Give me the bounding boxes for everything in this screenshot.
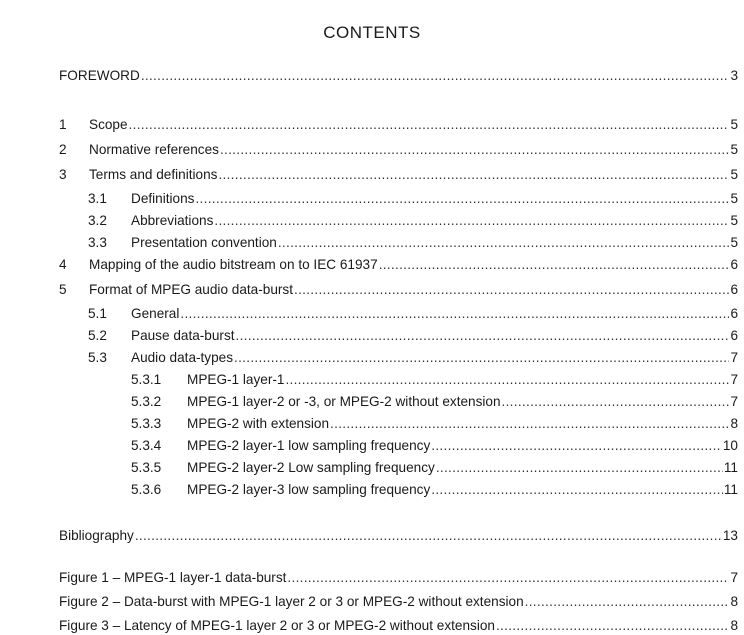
toc-entry[interactable] xyxy=(59,569,738,587)
toc-entry[interactable] xyxy=(131,393,738,411)
toc-entry-label: Format of MPEG audio data-burst xyxy=(89,282,293,297)
toc-entry-label: Figure 1 – MPEG-1 layer-1 data-burst xyxy=(59,570,287,585)
toc-entry-page: 8 xyxy=(730,416,738,431)
toc-dot-leader xyxy=(496,617,729,635)
toc-entry-page: 6 xyxy=(730,306,738,321)
toc-entry-label: Mapping of the audio bitstream on to IEC 61937 xyxy=(89,257,378,272)
toc-entry-label: Bibliography xyxy=(59,528,134,543)
toc-dot-leader xyxy=(234,349,729,367)
toc-dot-leader xyxy=(431,437,722,455)
toc-dot-leader xyxy=(218,166,729,184)
toc-dot-leader xyxy=(436,459,723,477)
toc-entry-page: 7 xyxy=(730,394,738,409)
toc-entry-label: Terms and definitions xyxy=(89,167,218,182)
toc-entry-number: 4 xyxy=(59,257,67,272)
toc-entry-page: 11 xyxy=(723,482,738,497)
toc-entry-label: Scope xyxy=(89,117,128,132)
toc-dot-leader xyxy=(431,481,723,499)
toc-entry[interactable] xyxy=(59,141,738,159)
toc-dot-leader xyxy=(195,190,729,208)
toc-entry-page: 5 xyxy=(730,213,738,228)
toc-entry-page: 5 xyxy=(730,167,738,182)
toc-entry-number: 3.2 xyxy=(88,213,107,228)
toc-dot-leader xyxy=(129,116,730,134)
toc-entry-page: 13 xyxy=(722,528,738,543)
toc-entry-number: 1 xyxy=(59,117,67,132)
toc-entry-number: 5.3.5 xyxy=(131,460,162,475)
toc-entry[interactable] xyxy=(88,327,738,345)
toc-entry-page: 6 xyxy=(730,257,738,272)
toc-entry-label: MPEG-2 with extension xyxy=(187,416,330,431)
toc-entry-number: 5.3.3 xyxy=(131,416,162,431)
toc-entry-number: 2 xyxy=(59,142,67,157)
toc-entry[interactable] xyxy=(131,371,738,389)
toc-entry-number: 3.1 xyxy=(88,191,107,206)
toc-entry-number: 5.3.2 xyxy=(131,394,162,409)
toc-entry-page: 6 xyxy=(730,282,738,297)
toc-entry[interactable] xyxy=(59,593,738,611)
toc-entry-label: General xyxy=(131,306,180,321)
toc-entry-number: 5 xyxy=(59,282,67,297)
toc-entry-number: 5.3.4 xyxy=(131,438,162,453)
toc-entry-label: MPEG-2 layer-3 low sampling frequency xyxy=(187,482,431,497)
toc-entry-page: 10 xyxy=(722,438,738,453)
toc-entry-page: 8 xyxy=(730,594,738,609)
toc-entry[interactable] xyxy=(59,256,738,274)
toc-entry-number: 5.2 xyxy=(88,328,107,343)
toc-entry-label: MPEG-1 layer-1 xyxy=(187,372,285,387)
toc-entry[interactable] xyxy=(88,349,738,367)
toc-dot-leader xyxy=(502,393,730,411)
toc-entry-label: Figure 3 – Latency of MPEG-1 layer 2 or 3 or MPEG-2 without extension xyxy=(59,618,495,633)
toc-entry[interactable] xyxy=(59,617,738,635)
toc-dot-leader xyxy=(214,212,729,230)
toc-entry-label: MPEG-2 layer-2 Low sampling frequency xyxy=(187,460,435,475)
toc-entry[interactable] xyxy=(59,281,738,299)
toc-dot-leader xyxy=(525,593,730,611)
toc-entry-number: 3.3 xyxy=(88,235,107,250)
toc-entry-label: MPEG-2 layer-1 low sampling frequency xyxy=(187,438,431,453)
toc-entry[interactable] xyxy=(59,166,738,184)
toc-entry-label: Presentation convention xyxy=(131,235,277,250)
toc-entry-number: 3 xyxy=(59,167,67,182)
toc-entry-page: 7 xyxy=(730,372,738,387)
toc-entry[interactable] xyxy=(59,116,738,134)
toc-entry[interactable] xyxy=(88,212,738,230)
toc-entry[interactable] xyxy=(131,481,738,499)
toc-dot-leader xyxy=(220,141,729,159)
toc-entry[interactable] xyxy=(131,459,738,477)
toc-entry-label: MPEG-1 layer-2 or -3, or MPEG-2 without extension xyxy=(187,394,501,409)
toc-entry-label: Normative references xyxy=(89,142,219,157)
toc-entry-label: Figure 2 – Data-burst with MPEG-1 layer 2 or 3 or MPEG-2 without extension xyxy=(59,594,524,609)
toc-entry-page: 5 xyxy=(730,235,738,250)
toc-dot-leader xyxy=(135,527,722,545)
toc-entry[interactable] xyxy=(131,437,738,455)
toc-entry-label: Audio data-types xyxy=(131,350,234,365)
toc-dot-leader xyxy=(236,327,730,345)
toc-entry[interactable] xyxy=(88,234,738,252)
toc-entry[interactable] xyxy=(59,67,738,85)
toc-entry-number: 5.3.6 xyxy=(131,482,162,497)
toc-dot-leader xyxy=(141,67,730,85)
toc-dot-leader xyxy=(379,256,730,274)
toc-entry-page: 7 xyxy=(730,570,738,585)
toc-entry-label: Definitions xyxy=(131,191,195,206)
toc-entry-page: 5 xyxy=(730,191,738,206)
toc-dot-leader xyxy=(285,371,729,389)
toc-entry[interactable] xyxy=(131,415,738,433)
toc-entry-label: Pause data-burst xyxy=(131,328,235,343)
toc-entry-page: 11 xyxy=(723,460,738,475)
toc-entry-page: 7 xyxy=(730,350,738,365)
toc-entry-page: 5 xyxy=(730,117,738,132)
toc-entry-label: FOREWORD xyxy=(59,68,140,83)
toc-dot-leader xyxy=(330,415,729,433)
toc-dot-leader xyxy=(287,569,729,587)
toc-entry[interactable] xyxy=(59,527,738,545)
toc-entry-number: 5.1 xyxy=(88,306,107,321)
toc-entry-label: Abbreviations xyxy=(131,213,214,228)
toc-entry-page: 5 xyxy=(730,142,738,157)
toc-dot-leader xyxy=(180,305,729,323)
toc-entry-page: 3 xyxy=(730,68,738,83)
toc-dot-leader xyxy=(294,281,729,299)
toc-entry-number: 5.3 xyxy=(88,350,107,365)
toc-entry[interactable] xyxy=(88,190,738,208)
toc-dot-leader xyxy=(278,234,730,252)
toc-entry-number: 5.3.1 xyxy=(131,372,162,387)
toc-entry[interactable] xyxy=(88,305,738,323)
page-title: CONTENTS xyxy=(323,23,421,42)
toc-entry-page: 8 xyxy=(730,618,738,633)
toc-entry-page: 6 xyxy=(730,328,738,343)
